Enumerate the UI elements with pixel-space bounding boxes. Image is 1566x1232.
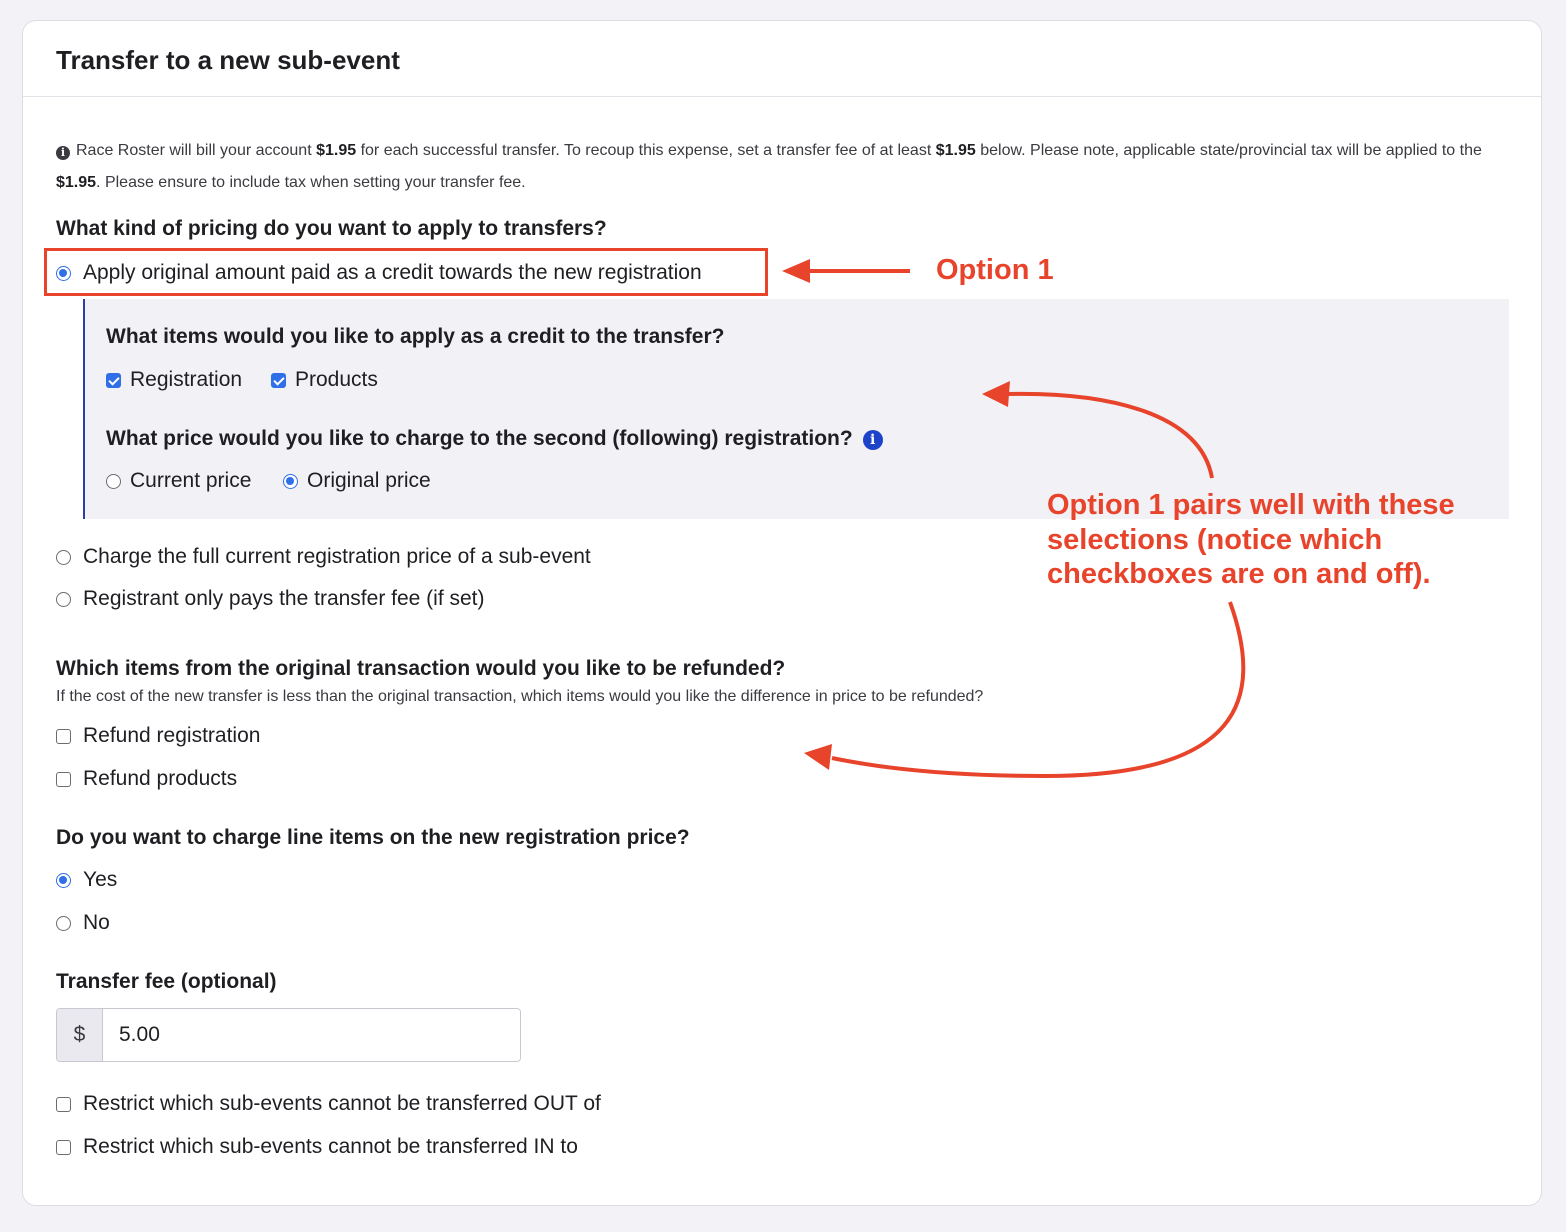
info-text: Race Roster will bill your account bbox=[76, 142, 317, 159]
credit-item-products[interactable] bbox=[271, 368, 378, 392]
pricing-question: What kind of pricing do you want to apply to transfers? bbox=[56, 217, 607, 240]
pricing-option-fee-only[interactable] bbox=[56, 587, 485, 611]
refund-helper-text: If the cost of the new transfer is less than the original transaction, which items would you like the difference in price to be refunded? bbox=[56, 688, 984, 705]
radio-unselected[interactable] bbox=[106, 474, 121, 489]
checkbox-checked[interactable] bbox=[271, 373, 286, 388]
price-option-label: Current price bbox=[130, 469, 252, 492]
credit-item-registration[interactable] bbox=[106, 368, 242, 392]
price-option-current[interactable] bbox=[106, 469, 251, 493]
price-option-original[interactable] bbox=[283, 469, 431, 493]
price-option-label: Original price bbox=[307, 469, 431, 492]
fee-amount: $1.95 bbox=[316, 142, 357, 159]
radio-unselected[interactable] bbox=[56, 550, 71, 565]
checkbox-unchecked[interactable] bbox=[56, 1097, 71, 1112]
info-text: . Please ensure to include tax when setting your transfer fee. bbox=[96, 174, 526, 191]
info-icon[interactable]: i bbox=[863, 430, 883, 450]
refund-item-label: Refund products bbox=[83, 767, 238, 790]
option-1-highlight-box bbox=[44, 248, 768, 296]
pricing-option-full-price[interactable] bbox=[56, 545, 591, 569]
transfer-fee-group bbox=[56, 1008, 521, 1062]
annotation-note bbox=[1047, 488, 1455, 592]
currency-prefix: $ bbox=[57, 1009, 103, 1061]
option-1-annotation: Option 1 bbox=[936, 254, 1054, 286]
price-question bbox=[106, 427, 883, 451]
price-question-text: What price would you like to charge to the second (following) registration? bbox=[106, 427, 853, 450]
refund-item-label: Refund registration bbox=[83, 724, 261, 747]
billing-info-note bbox=[56, 135, 1516, 199]
radio-selected[interactable] bbox=[283, 474, 298, 489]
checkbox-unchecked[interactable] bbox=[56, 772, 71, 787]
annotation-note-line: checkboxes are on and off). bbox=[1047, 558, 1431, 590]
annotation-note-line: selections (notice which bbox=[1047, 523, 1383, 556]
checkbox-unchecked[interactable] bbox=[56, 729, 71, 744]
transfer-fee-input[interactable] bbox=[103, 1009, 520, 1061]
pricing-option-label: Charge the full current registration price of a sub-event bbox=[83, 545, 591, 568]
line-items-option-label: Yes bbox=[83, 868, 118, 891]
info-text: for each successful transfer. To recoup this expense, set a transfer fee of at least bbox=[356, 142, 936, 159]
info-icon: i bbox=[56, 146, 70, 160]
line-items-no[interactable] bbox=[56, 911, 110, 935]
annotation-note-line: Option 1 pairs well with these bbox=[1047, 489, 1455, 521]
checkbox-unchecked[interactable] bbox=[56, 1140, 71, 1155]
restrict-label: Restrict which sub-events cannot be transferred OUT of bbox=[83, 1092, 601, 1115]
transfer-fee-label: Transfer fee (optional) bbox=[56, 970, 277, 993]
pricing-option-label: Apply original amount paid as a credit towards the new registration bbox=[83, 261, 702, 284]
pricing-option-label: Registrant only pays the transfer fee (if set) bbox=[83, 587, 485, 610]
checkbox-checked[interactable] bbox=[106, 373, 121, 388]
info-text: below. Please note, applicable state/provincial tax will be applied to the bbox=[975, 142, 1482, 159]
credit-item-label: Products bbox=[295, 368, 378, 391]
refund-question: Which items from the original transaction would you like to be refunded? bbox=[56, 657, 786, 680]
restrict-out-option[interactable] bbox=[56, 1092, 601, 1116]
refund-registration[interactable] bbox=[56, 724, 260, 748]
card-title: Transfer to a new sub-event bbox=[56, 45, 400, 75]
line-items-option-label: No bbox=[83, 911, 110, 934]
fee-amount: $1.95 bbox=[935, 142, 976, 159]
fee-amount: $1.95 bbox=[56, 174, 97, 191]
restrict-in-option[interactable] bbox=[56, 1135, 578, 1159]
credit-items-question: What items would you like to apply as a credit to the transfer? bbox=[106, 325, 725, 348]
line-items-question: Do you want to charge line items on the new registration price? bbox=[56, 826, 690, 849]
radio-unselected[interactable] bbox=[56, 592, 71, 607]
radio-unselected[interactable] bbox=[56, 916, 71, 931]
radio-selected[interactable] bbox=[56, 873, 71, 888]
restrict-label: Restrict which sub-events cannot be transferred IN to bbox=[83, 1135, 578, 1158]
credit-item-label: Registration bbox=[130, 368, 243, 391]
transfer-card bbox=[22, 20, 1542, 1206]
line-items-yes[interactable] bbox=[56, 868, 117, 892]
refund-products[interactable] bbox=[56, 767, 237, 791]
card-header bbox=[23, 21, 1541, 97]
